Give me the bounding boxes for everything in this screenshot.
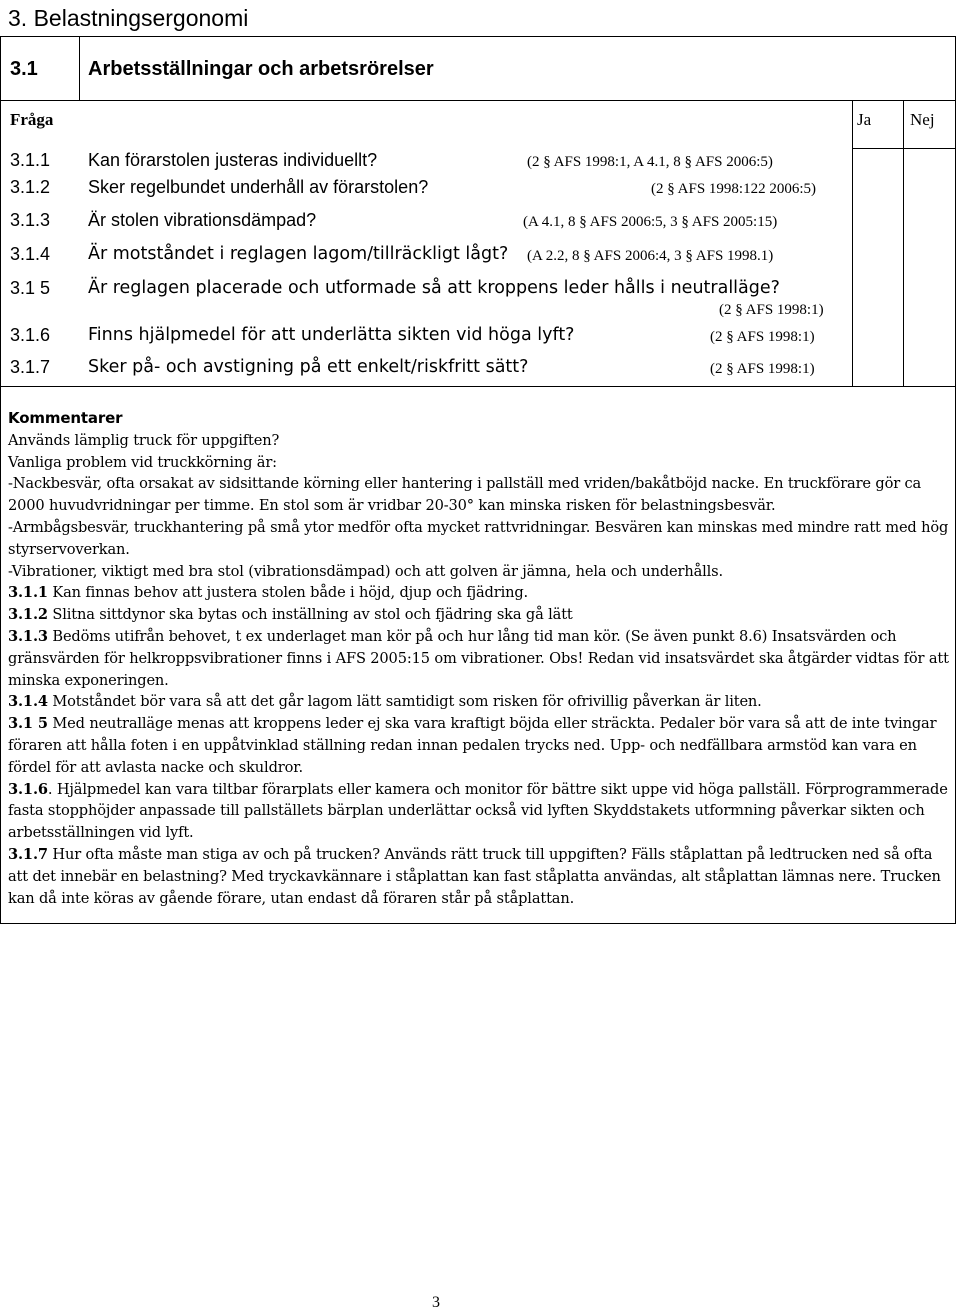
- question-reference: (A 2.2, 8 § AFS 2006:4, 3 § AFS 1998.1): [527, 248, 774, 264]
- question-number: 3.1.6: [10, 325, 51, 345]
- divider: [79, 36, 80, 100]
- comment-item-text: Slitna sittdynor ska bytas och inställning av stol och fjädring ska gå lätt: [47, 606, 573, 624]
- question-number: 3.1.3: [10, 210, 51, 230]
- comment-item-text: Kan finnas behov att justera stolen både i höjd, djup och fjädring.: [47, 584, 529, 602]
- comment-item: [8, 582, 952, 604]
- question-number: 3.1.7: [10, 357, 51, 377]
- question-reference: (2 § AFS 1998:1): [710, 329, 815, 345]
- comments-section: [8, 408, 952, 909]
- question-number: 3.1.1: [10, 150, 51, 170]
- comment-item-text: Hur ofta måste man stiga av och på trucken? Används rätt truck till uppgiften? Fälls ståplattan på ledtrucken ned så ofta att det innebär en belastning? Med tryckavkännare i ståplattan kan fast ståplatta användas, alt ståplattan lämnas nere. Trucken kan då inte köras av gående förare, utan endast då föraren står på ståplattan.: [8, 845, 941, 907]
- divider: [0, 100, 956, 101]
- page-heading: 3. Belastningsergonomi: [8, 5, 249, 31]
- comment-item-text: . Hjälpmedel kan vara tiltbar förarplats eller kamera och monitor för bättre sikt uppe vid höga pallställ. Förprogrammerade fasta stopphöjder anpassade till pallställets bärplan underlättar också vid lyften Skyddstakets utformning påverkar sikten och arbetsställningen vid lyft.: [8, 780, 948, 842]
- comment-item: [8, 779, 952, 844]
- section-number: 3.1: [10, 58, 38, 80]
- comment-item-number: 3.1.6: [8, 780, 48, 798]
- question-text: Sker på- och avstigning på ett enkelt/riskfritt sätt?: [88, 357, 529, 377]
- question-text: Sker regelbundet underhåll av förarstolen?: [88, 177, 429, 197]
- question-number: 3.1.4: [10, 244, 51, 264]
- question-text: Är stolen vibrationsdämpad?: [88, 210, 317, 230]
- column-header-question: Fråga: [10, 110, 54, 129]
- question-text: Finns hjälpmedel för att underlätta sikten vid höga lyft?: [88, 325, 575, 345]
- comment-item: [8, 844, 952, 909]
- section-title: Arbetsställningar och arbetsrörelser: [88, 58, 434, 80]
- divider: [903, 100, 904, 386]
- comment-item-number: 3.1.4: [8, 693, 48, 711]
- divider: [852, 148, 956, 149]
- comment-item-number: 3.1 5: [8, 715, 48, 733]
- comment-line: Vanliga problem vid truckkörning är:: [8, 453, 277, 471]
- comment-item-text: Med neutralläge menas att kroppens leder ej ska vara kraftigt böjda eller sträckta. Pedaler bör vara så att de inte tvingar föraren att hålla foten i en uppåtvinklad ställning redan innan pedalen trycks ned. Upp- och nedfällbara armstöd kan vara en fördel för att avlasta nacke och skuldror.: [8, 715, 937, 776]
- comment-line: -Vibrationer, viktigt med bra stol (vibrationsdämpad) och att golven är jämna, hela och underhålls.: [8, 562, 724, 580]
- question-text: Är motståndet i reglagen lagom/tillräckligt lågt?: [88, 244, 509, 264]
- comment-item: [8, 713, 952, 778]
- comment-line: -Nackbesvär, ofta orsakat av sidsittande körning eller hantering i pallställ med vriden/bakåtböjd nacke. En truckförare gör ca 2000 huvudvridningar per timme. En stol som är vridbar 20-30° kan minska risken för belastningsbesvär.: [8, 475, 922, 515]
- comment-line: -Armbågsbesvär, truckhantering på små ytor medför ofta mycket rattvridningar. Besvären kan minskas med mindre ratt med hög styrservoverkan.: [8, 518, 949, 558]
- question-reference: (2 § AFS 1998:1, A 4.1, 8 § AFS 2006:5): [527, 154, 773, 170]
- question-number: 3.1.2: [10, 177, 51, 197]
- comment-item-text: Motståndet bör vara så att det går lagom lätt samtidigt som risken för ofrivillig påverkan är liten.: [47, 693, 762, 711]
- question-reference: (2 § AFS 1998:122 2006:5): [651, 181, 817, 197]
- comment-item: [8, 626, 952, 691]
- question-reference: (A 4.1, 8 § AFS 2006:5, 3 § AFS 2005:15): [523, 214, 778, 230]
- page-number: 3: [432, 1294, 440, 1311]
- column-header-no: Nej: [910, 110, 935, 129]
- question-reference: (2 § AFS 1998:1): [710, 361, 815, 377]
- column-header-yes: Ja: [857, 110, 872, 129]
- comment-item: [8, 691, 952, 713]
- comment-item-number: 3.1.7: [8, 845, 48, 863]
- question-reference: (2 § AFS 1998:1): [719, 302, 824, 318]
- comment-item-number: 3.1.1: [8, 584, 48, 602]
- question-text: Kan förarstolen justeras individuellt?: [88, 150, 378, 170]
- comment-item-number: 3.1.2: [8, 606, 48, 624]
- comment-line: Används lämplig truck för uppgiften?: [8, 431, 280, 449]
- question-number: 3.1 5: [10, 278, 51, 298]
- question-text: Är reglagen placerade och utformade så att kroppens leder hålls i neutralläge?: [88, 278, 780, 298]
- comment-item-text: Bedöms utifrån behovet, t ex underlaget man kör på och hur lång tid man kör. (Se även punkt 8.6) Insatsvärden och gränsvärden för helkroppsvibrationer finns i AFS 2005:15 om vibrationer. Obs! Redan vid insatsvärdet ska åtgärder vidtas för att minska exponeringen.: [8, 627, 949, 689]
- comments-heading: Kommentarer: [8, 409, 123, 427]
- comment-item-number: 3.1.3: [8, 627, 48, 645]
- divider: [0, 386, 956, 387]
- comment-item: [8, 604, 952, 626]
- divider: [852, 100, 853, 386]
